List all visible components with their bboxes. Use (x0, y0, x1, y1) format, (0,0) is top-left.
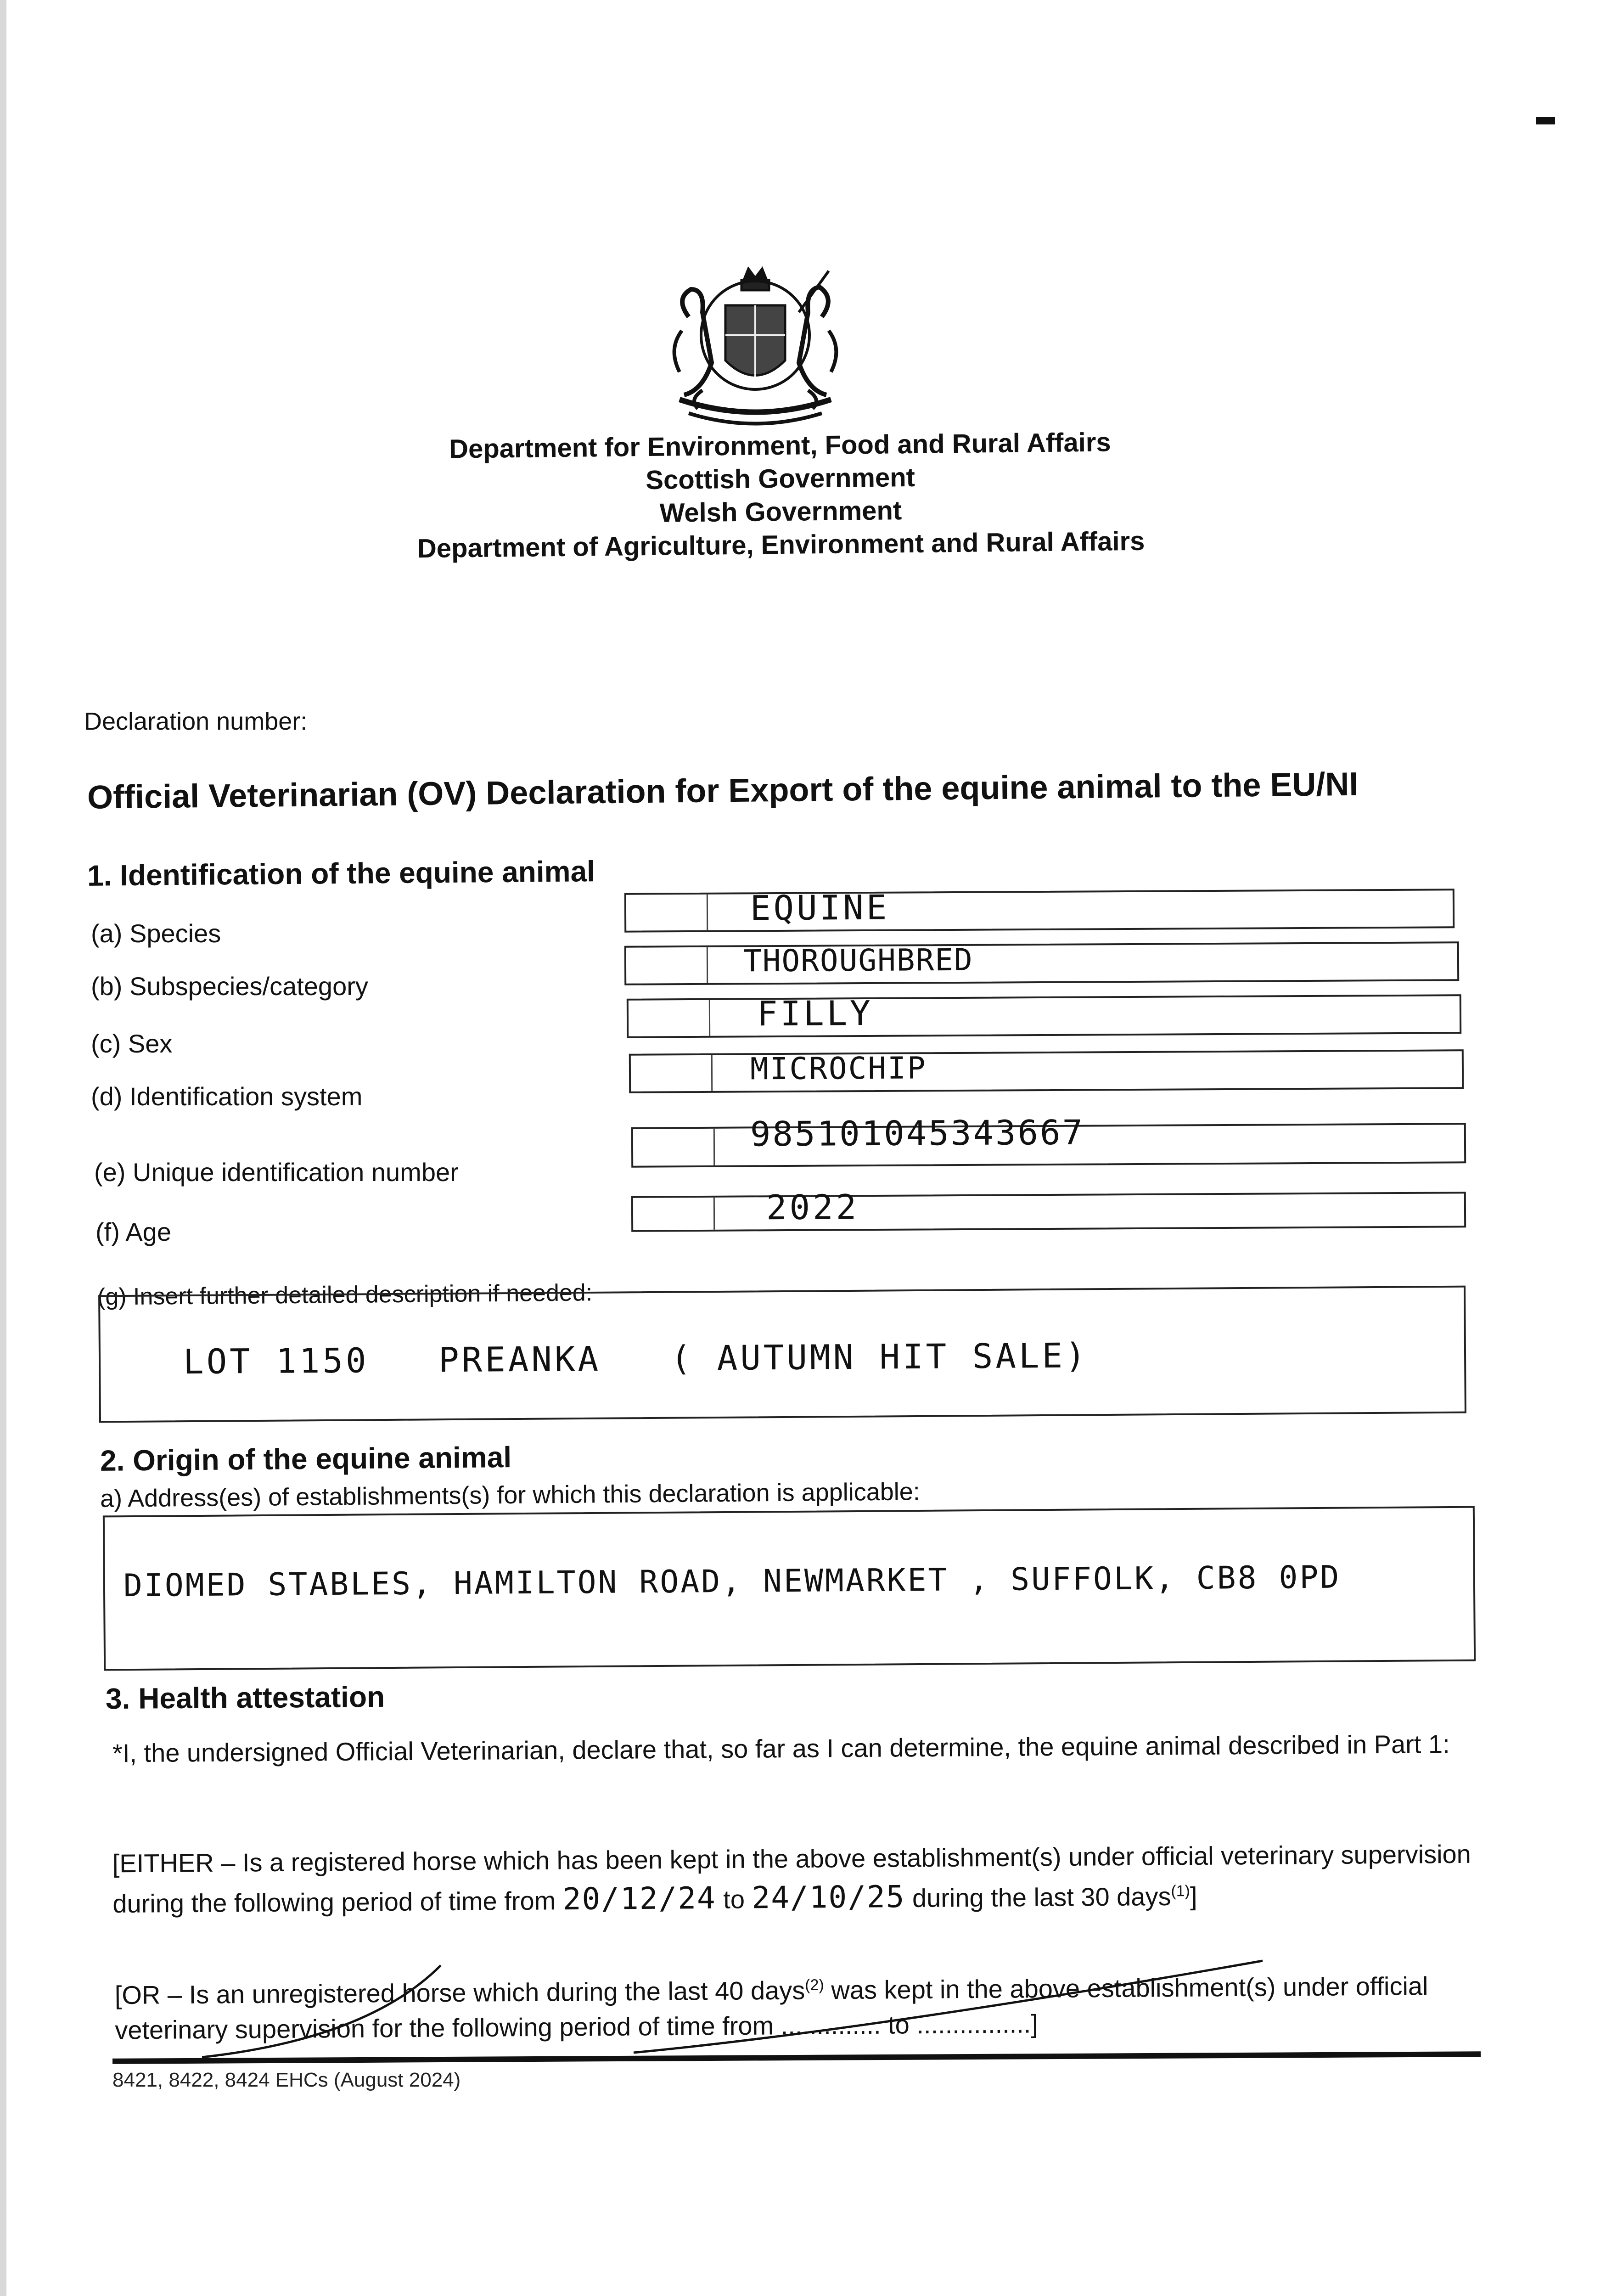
health-intro: *I, the undersigned Official Veterinarian, declare that, so far as I can determine, the equine animal described in Part 1: (112, 1729, 1450, 1768)
either-to-word: to (723, 1885, 745, 1914)
field-divider (633, 1198, 715, 1230)
section-2-heading: 2. Origin of the equine animal (100, 1441, 512, 1477)
unique-id-value: 985101045343667 (750, 1113, 1085, 1154)
subspecies-field[interactable] (624, 941, 1459, 985)
either-statement (112, 1837, 1481, 1921)
identification-system-label: (d) Identification system (91, 1082, 363, 1111)
page-title: Official Veterinarian (OV) Declaration for Export of the equine animal to the EU/NI (87, 765, 1359, 816)
scan-edge (0, 0, 6, 2296)
unique-id-field[interactable] (631, 1113, 1466, 1168)
further-description-value: LOT 1150 PREANKA ( AUTUMN HIT SALE) (183, 1336, 1089, 1382)
age-field[interactable] (631, 1187, 1466, 1232)
or-text-rest: was kept in the above establishment(s) under official veterinary supervision for the following period of time from .............. to ................] (115, 1971, 1428, 2045)
royal-coat-of-arms-icon (647, 262, 863, 432)
age-value: 2022 (766, 1187, 859, 1228)
field-divider (626, 895, 708, 931)
unique-id-label: (e) Unique identification number (94, 1158, 459, 1187)
header-line: Department of Agriculture, Environment and Rural Affairs (417, 526, 1145, 564)
scan-mark (1536, 117, 1555, 124)
further-description-label: (g) Insert further detailed description if needed: (97, 1279, 593, 1311)
either-period-text: during the last 30 days (912, 1881, 1171, 1913)
footnote-ref-2: (2) (805, 1976, 824, 1994)
address-field[interactable] (103, 1506, 1476, 1671)
field-divider (633, 1129, 715, 1166)
address-value: DIOMED STABLES, HAMILTON ROAD, NEWMARKET , SUFFOLK, CB8 0PD (123, 1559, 1341, 1604)
either-text: [EITHER – Is a registered horse which has been kept in the above establishment(s) under official veterinary supervision during the following period of time from (112, 1839, 1471, 1919)
further-description-field[interactable] (98, 1286, 1466, 1423)
header-line: Scottish Government (646, 462, 915, 495)
either-close: ] (1190, 1881, 1197, 1911)
either-from-date: 20/12/24 (562, 1880, 716, 1917)
header-line: Department for Environment, Food and Rural Affairs (449, 427, 1111, 464)
header-line: Welsh Government (659, 495, 902, 528)
declaration-number-label: Declaration number: (84, 708, 308, 735)
identification-system-value: MICROCHIP (750, 1050, 927, 1087)
sex-value: FILLY (757, 993, 873, 1034)
footer-text: 8421, 8422, 8424 EHCs (August 2024) (112, 2069, 461, 2091)
species-value: EQUINE (750, 888, 890, 929)
either-to-date: 24/10/25 (752, 1879, 905, 1916)
subspecies-label: (b) Subspecies/category (91, 972, 368, 1001)
species-label: (a) Species (91, 919, 221, 948)
age-label: (f) Age (95, 1217, 171, 1246)
address-label: a) Address(es) of establishments(s) for which this declaration is applicable: (100, 1478, 921, 1513)
species-field[interactable] (624, 889, 1455, 932)
field-divider (631, 1055, 713, 1092)
subspecies-value: THOROUGHBRED (743, 942, 973, 979)
section-1-heading: 1. Identification of the equine animal (87, 855, 595, 892)
footnote-ref-1: (1) (1171, 1882, 1191, 1900)
strike-through-mark (184, 1947, 1286, 2066)
identification-system-field[interactable] (629, 1049, 1464, 1093)
or-text: [OR – Is an unregistered horse which during the last 40 days (114, 1975, 805, 2010)
sex-label: (c) Sex (91, 1029, 173, 1058)
department-header (344, 425, 1218, 566)
field-divider (626, 947, 708, 984)
sex-field[interactable] (627, 994, 1461, 1038)
field-divider (629, 1000, 710, 1036)
section-3-heading: 3. Health attestation (105, 1680, 385, 1716)
